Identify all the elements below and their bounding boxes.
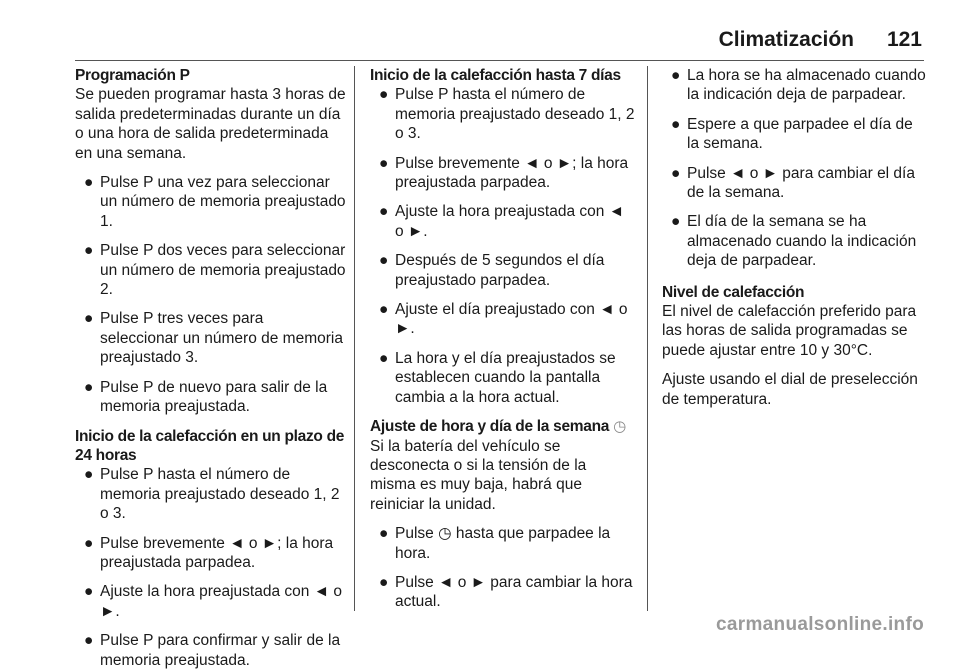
bullet-list [662, 66, 926, 271]
column-right [662, 66, 926, 612]
paragraph: Ajuste usando el dial de preselección de temperatura. [662, 371, 918, 408]
section-heading-nivel: Nivel de calefacción [662, 283, 805, 301]
page-title: Climatización [718, 28, 854, 51]
list-item [370, 251, 636, 290]
list-item [75, 582, 346, 621]
list-item [370, 85, 636, 143]
list-item-text: Pulse P de nuevo para salir de la memoria preajustada. [100, 378, 328, 416]
list-item-text: Pulse P para confirmar y salir de la memoria preajustada. [100, 632, 341, 669]
list-item-text: Pulse ◄ o ► para cambiar el día de la semana. [687, 164, 915, 202]
section-heading-text: Ajuste de hora y día de la semana [370, 418, 610, 436]
list-item [75, 465, 346, 523]
list-item-text: Pulse ◄ o ► para cambiar la hora actual. [395, 573, 633, 611]
section-heading-programacion: Programación P [75, 67, 190, 84]
list-item [75, 534, 346, 573]
list-item-text: Pulse P dos veces para seleccionar un número de memoria preajustado 2. [100, 242, 346, 299]
paragraph: Se pueden programar hasta 3 horas de salida predeterminadas durante un día o una hora de salida predeterminada en una semana. [75, 86, 346, 162]
bullet-icon: ● [379, 573, 389, 591]
bullet-icon: ● [671, 67, 681, 84]
watermark: carmanualsonline.info [716, 614, 924, 635]
list-item-text: La hora se ha almacenado cuando la indicación deja de parpadear. [687, 67, 926, 104]
list-item-text: Pulse P hasta el número de memoria preajustado deseado 1, 2 o 3. [395, 86, 635, 143]
list-item [75, 173, 346, 231]
list-item-text: Espere a que parpadee el día de la semana. [687, 115, 913, 153]
list-item [370, 202, 636, 241]
bullet-icon: ● [379, 86, 389, 104]
list-item-text: Ajuste la hora preajustada con ◄ o ►. [100, 583, 342, 620]
section-heading-24h: Inicio de la calefacción en un plazo de 24 horas [75, 427, 345, 464]
clock-icon: ◷ [613, 418, 626, 436]
list-item [662, 212, 926, 270]
page-number: 121 [886, 28, 922, 51]
page-header [75, 24, 924, 61]
list-item [662, 66, 926, 105]
list-item [75, 241, 346, 299]
bullet-icon: ● [379, 154, 389, 172]
list-item-text: Pulse P una vez para seleccionar un número de memoria preajustado 1. [100, 174, 346, 230]
list-item [370, 524, 636, 563]
paragraph: El nivel de calefacción preferido para las horas de salida programadas se puede ajustar entre 10 y 30°C. [662, 303, 917, 359]
bullet-list [370, 85, 636, 407]
list-item [662, 164, 926, 203]
column-divider [354, 66, 355, 611]
bullet-icon: ● [84, 632, 94, 650]
bullet-icon: ● [84, 583, 94, 601]
list-item [75, 378, 346, 417]
list-item-text: El día de la semana se ha almacenado cuando la indicación deja de parpadear. [687, 213, 917, 270]
list-item-text: Pulse ◷ hasta que parpadee la hora. [395, 525, 611, 562]
column-middle [370, 66, 636, 612]
list-item [75, 631, 346, 670]
list-item-text: Después de 5 segundos el día preajustado parpadea. [395, 252, 605, 289]
list-item-text: Pulse brevemente ◄ o ►; la hora preajustada parpadea. [395, 154, 629, 192]
bullet-icon: ● [84, 310, 94, 328]
list-item-text: Pulse P tres veces para seleccionar un número de memoria preajustado 3. [100, 310, 343, 367]
bullet-icon: ● [671, 164, 681, 182]
list-item-text: Pulse brevemente ◄ o ►; la hora preajustada parpadea. [100, 534, 334, 571]
bullet-icon: ● [84, 174, 94, 192]
list-item-text: Ajuste la hora preajustada con ◄ o ►. [395, 203, 625, 240]
list-item [370, 154, 636, 193]
bullet-icon: ● [379, 203, 389, 221]
list-item-text: Pulse P hasta el número de memoria preajustado deseado 1, 2 o 3. [100, 466, 340, 523]
bullet-icon: ● [84, 534, 94, 552]
bullet-icon: ● [84, 378, 94, 396]
list-item [370, 349, 636, 407]
bullet-icon: ● [671, 213, 681, 231]
bullet-icon: ● [379, 252, 389, 270]
list-item-text: La hora y el día preajustados se establecen cuando la pantalla cambia a la hora actual. [395, 349, 616, 406]
bullet-icon: ● [84, 466, 94, 484]
bullet-list [75, 465, 346, 670]
list-item [370, 573, 636, 612]
list-item-text: Ajuste el día preajustado con ◄ o ►. [395, 301, 628, 338]
bullet-icon: ● [379, 301, 389, 319]
paragraph: Si la batería del vehículo se desconecta o si la tensión de la misma es muy baja, habrá que reiniciar la unidad. [370, 437, 587, 513]
list-item [75, 309, 346, 367]
list-item [370, 300, 636, 339]
bullet-icon: ● [671, 115, 681, 133]
bullet-icon: ● [379, 349, 389, 367]
section-heading-ajuste-hora [370, 417, 636, 436]
column-left [75, 66, 346, 669]
column-divider [647, 66, 648, 611]
bullet-list [370, 524, 636, 612]
section-heading-7dias: Inicio de la calefacción hasta 7 días [370, 67, 621, 84]
bullet-list [75, 173, 346, 416]
list-item [662, 115, 926, 154]
bullet-icon: ● [84, 242, 94, 260]
bullet-icon: ● [379, 525, 389, 543]
